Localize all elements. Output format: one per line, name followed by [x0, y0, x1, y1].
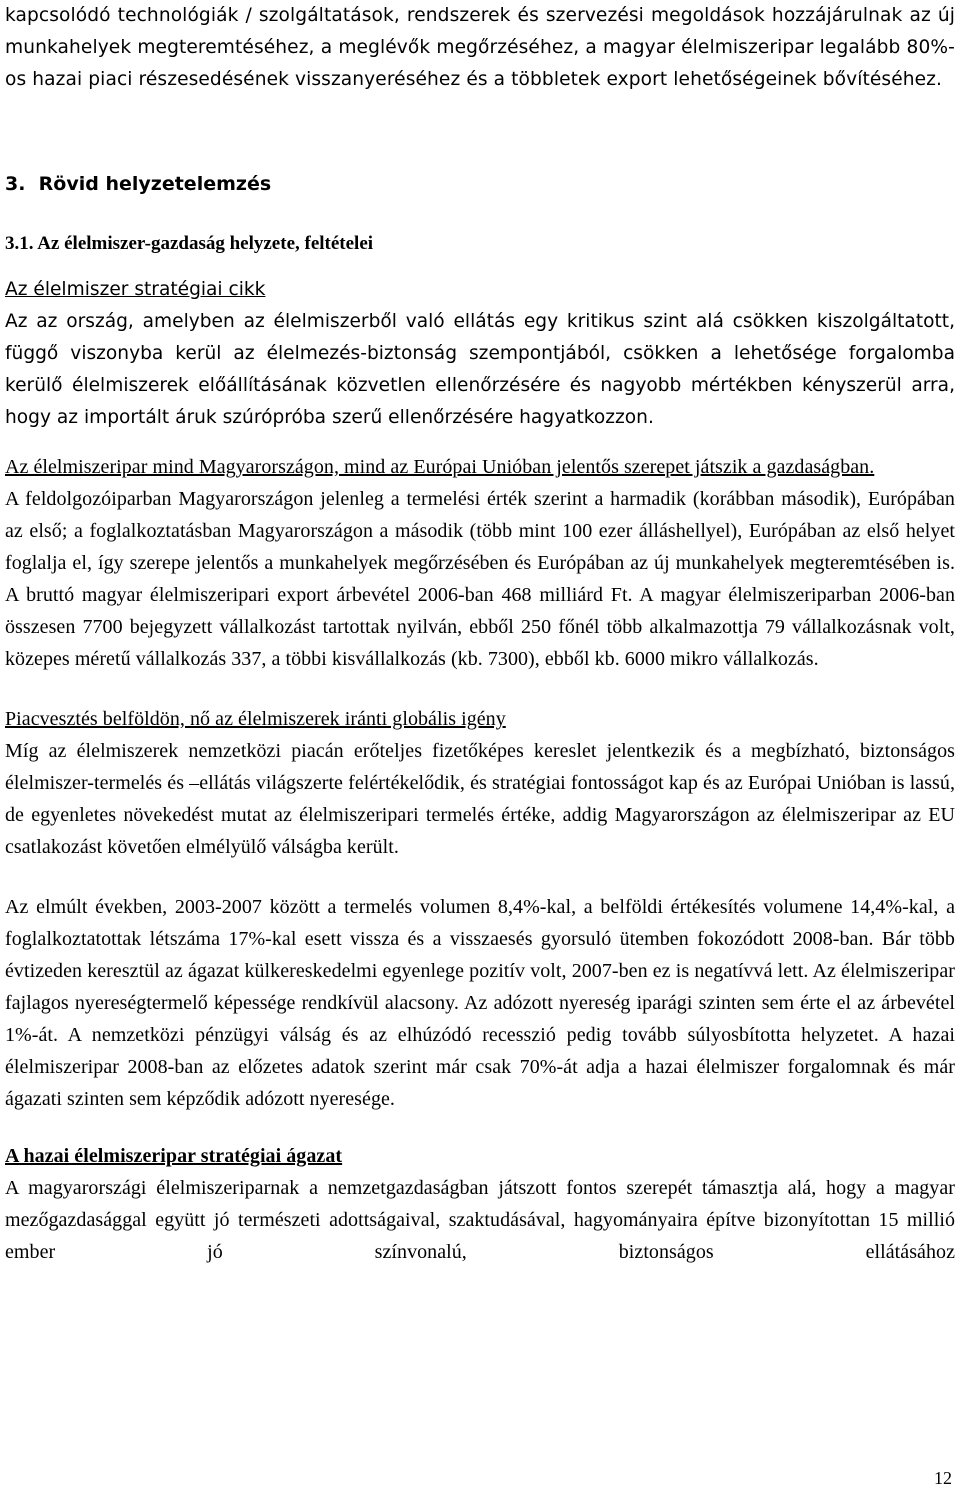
food-industry-role-paragraph: A feldolgozóiparban Magyarországon jelenleg a termelési érték szerint a harmadik (korábban második), Európában az első; a foglalkoztatásban Magyarországon a második (több mint 100 ezer álláshellyel), Európában az első helyet foglalja el, így szerepe jelentős a munkahelyek megőrzésében és Európában az új munkahelyek megteremtésében is. A bruttó magyar élelmiszeripari export árbevétel 2006-ban 468 milliárd Ft. A magyar élelmiszeriparban 2006-ban összesen 7700 bejegyzett vállalkozást tartottak nyilván, ebből 250 főnél több alkalmazottja 79 vállalkozásnak volt, közepes méretű vállalkozás 337, a többi kisvállalkozás (kb. 7300), ebből kb. 6000 mikro vállalkozás.	[5, 488, 955, 670]
intro-paragraph: kapcsolódó technológiák / szolgáltatások, rendszerek és szervezési megoldások hozzájárulnak az új munkahelyek megteremtéséhez, a meglévők megőrzéséhez, a magyar élelmiszeripar legalább 80%-os hazai piaci részesedésének visszanyeréséhez és a többletek export lehetőségeinek bővítéséhez.	[5, 5, 955, 90]
food-strategic-subheading: Az élelmiszer stratégiai cikk	[5, 279, 266, 300]
market-loss-paragraph-2: Az elmúlt években, 2003-2007 között a termelés volumen 8,4%-kal, a belföldi értékesítés volumene 14,4%-kal, a foglalkoztatottak létszáma 17%-kal esett vissza és a visszaesés gyorsuló ütemben fokozódott 2008-ban. Bár több évtizeden keresztül az ágazat külkereskedelmi egyenlege pozitív volt, 2007-ben ez is negatívvá lett. Az élelmiszeripar fajlagos nyereségtermelő képessége rendkívül alacsony. Az adózott nyereség iparági szinten sem érte el az árbevétel 1%-át. A nemzetközi pénzügyi válság és az elhúzódó recesszió pedig tovább súlyosbította helyzetet. A hazai élelmiszeripar 2008-ban az előzetes adatok szerint már csak 70%-át adja a hazai élelmiszer forgalomnak és már ágazati szinten sem képződik adózott nyeresége.	[5, 896, 955, 1110]
food-strategic-paragraph: Az az ország, amelyben az élelmiszerből való ellátás egy kritikus szint alá csökken kiszolgáltatott, függő viszonyba kerül az élelmezés-biztonság szempontjából, csökken a lehetősége forgalomba kerülő élelmiszerek előállításának közvetlen ellenőrzésére és nagyobb mértékben kényszerül arra, hogy az importált áruk szúrópróba szerű ellenőrzésére hagyatkozzon.	[5, 311, 955, 428]
section-3-1-heading: 3.1. Az élelmiszer-gazdaság helyzete, feltételei	[5, 233, 374, 254]
strategic-sector-paragraph: A magyarországi élelmiszeriparnak a nemzetgazdaságban játszott fontos szerepét támasztja alá, hogy a magyar mezőgazdasággal együtt jó természeti adottságaival, szaktudásával, hagyományaira építve bizonyítottan 15 millió ember jó színvonalú, biztonságos ellátásához	[5, 1177, 955, 1263]
strategic-sector-heading: A hazai élelmiszeripar stratégiai ágazat	[5, 1145, 343, 1167]
market-loss-heading: Piacvesztés belföldön, nő az élelmiszerek iránti globális igény	[5, 708, 506, 730]
page-number: 12	[934, 1468, 952, 1488]
document-page	[5, 0, 955, 1268]
market-loss-paragraph-1: Míg az élelmiszerek nemzetközi piacán erőteljes fizetőképes kereslet jelentkezik és a megbízható, biztonságos élelmiszer-termelés és –ellátás világszerte felértékelődik, és stratégiai fontosságot kap és az Európai Unióban is lassú, de egyenletes növekedést mutat az élelmiszeripari termelés értéke, addig Magyarországon az élelmiszeripar az EU csatlakozást követően elmélyülő válságba került.	[5, 740, 955, 858]
food-industry-role-heading: Az élelmiszeripar mind Magyarországon, mind az Európai Unióban jelentős szerepet játszik a gazdaságban.	[5, 456, 875, 478]
section-3-heading: 3. Rövid helyzetelemzés	[5, 173, 272, 195]
